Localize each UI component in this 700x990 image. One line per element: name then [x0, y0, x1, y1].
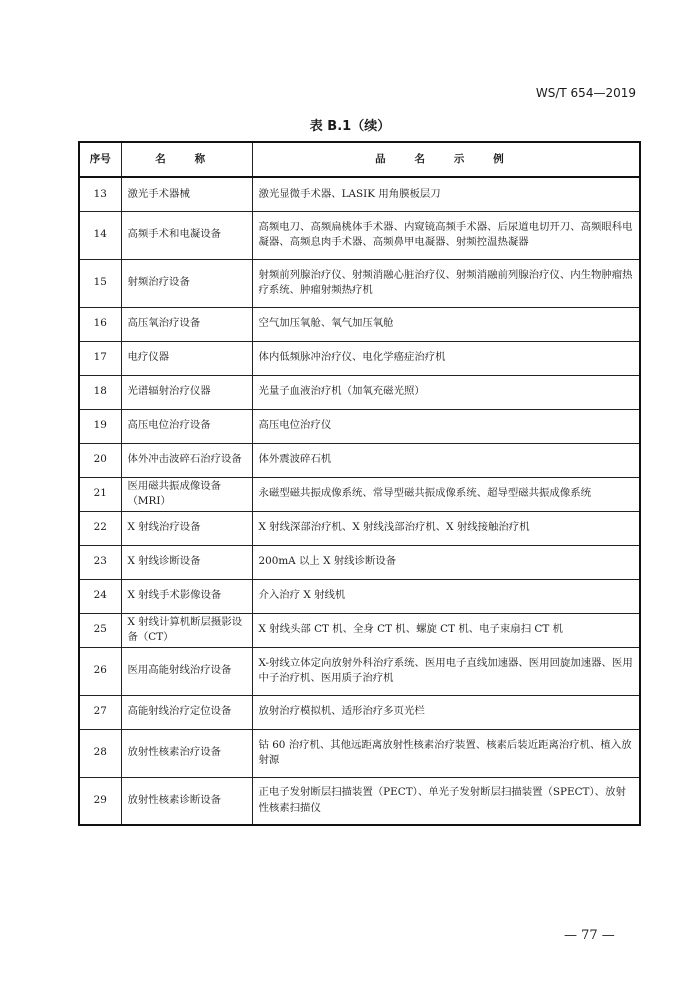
row-name: 高压电位治疗设备 — [121, 409, 252, 443]
row-name: 激光手术器械 — [121, 177, 252, 211]
header-examples: 品 名 示 例 — [252, 142, 640, 177]
table-row — [79, 647, 640, 695]
row-examples: 体内低频脉冲治疗仪、电化学癌症治疗机 — [252, 341, 640, 375]
row-name: 光谱辐射治疗仪器 — [121, 375, 252, 409]
row-number: 22 — [79, 511, 121, 545]
row-name: X 射线手术影像设备 — [121, 579, 252, 613]
row-number: 27 — [79, 695, 121, 729]
row-number: 19 — [79, 409, 121, 443]
row-name: 医用高能射线治疗设备 — [121, 647, 252, 695]
row-examples: X 射线深部治疗机、X 射线浅部治疗机、X 射线接触治疗机 — [252, 511, 640, 545]
equipment-table — [78, 141, 641, 826]
table-row — [79, 341, 640, 375]
row-examples: 射频前列腺治疗仪、射频消融心脏治疗仪、射频消融前列腺治疗仪、内生物肿瘤热疗系统、肿瘤射频热疗机 — [252, 259, 640, 307]
row-number: 16 — [79, 307, 121, 341]
standard-code: WS/T 654—2019 — [535, 86, 636, 100]
row-number: 17 — [79, 341, 121, 375]
row-name: 体外冲击波碎石治疗设备 — [121, 443, 252, 477]
row-name: 高压氧治疗设备 — [121, 307, 252, 341]
row-examples: 光量子血液治疗机（加氧充磁光照） — [252, 375, 640, 409]
row-examples: 永磁型磁共振成像系统、常导型磁共振成像系统、超导型磁共振成像系统 — [252, 477, 640, 511]
row-name: 放射性核素治疗设备 — [121, 729, 252, 777]
table-header-row — [79, 142, 640, 177]
table-row — [79, 545, 640, 579]
header-serial-number: 序号 — [79, 142, 121, 177]
row-number: 26 — [79, 647, 121, 695]
row-examples: 放射治疗模拟机、适形治疗多页光栏 — [252, 695, 640, 729]
row-name: X 射线计算机断层摄影设备（CT） — [121, 613, 252, 647]
row-name: X 射线治疗设备 — [121, 511, 252, 545]
table-row — [79, 579, 640, 613]
row-name: 放射性核素诊断设备 — [121, 777, 252, 825]
table-row — [79, 307, 640, 341]
table-row — [79, 375, 640, 409]
row-number: 21 — [79, 477, 121, 511]
row-examples: 高频电刀、高频扁桃体手术器、内窥镜高频手术器、后尿道电切开刀、高频眼科电凝器、高频息肉手术器、高频鼻甲电凝器、射频控温热凝器 — [252, 211, 640, 259]
row-number: 14 — [79, 211, 121, 259]
table-row — [79, 443, 640, 477]
row-name: 射频治疗设备 — [121, 259, 252, 307]
table-row — [79, 177, 640, 211]
row-number: 23 — [79, 545, 121, 579]
table-row — [79, 729, 640, 777]
row-examples: 介入治疗 X 射线机 — [252, 579, 640, 613]
row-name: 电疗仪器 — [121, 341, 252, 375]
table-row — [79, 695, 640, 729]
row-examples: X-射线立体定向放射外科治疗系统、医用电子直线加速器、医用回旋加速器、医用中子治疗机、医用质子治疗机 — [252, 647, 640, 695]
row-examples: 激光显微手术器、LASIK 用角膜板层刀 — [252, 177, 640, 211]
row-examples: 钴 60 治疗机、其他远距离放射性核素治疗装置、核素后装近距离治疗机、植入放射源 — [252, 729, 640, 777]
row-number: 24 — [79, 579, 121, 613]
row-number: 29 — [79, 777, 121, 825]
row-number: 15 — [79, 259, 121, 307]
table-row — [79, 613, 640, 647]
row-number: 28 — [79, 729, 121, 777]
row-name: 高频手术和电凝设备 — [121, 211, 252, 259]
page-number: — 77 — — [564, 928, 615, 943]
row-name: X 射线诊断设备 — [121, 545, 252, 579]
table-row — [79, 211, 640, 259]
row-number: 18 — [79, 375, 121, 409]
row-number: 20 — [79, 443, 121, 477]
row-name: 高能射线治疗定位设备 — [121, 695, 252, 729]
row-examples: 高压电位治疗仪 — [252, 409, 640, 443]
table-row — [79, 511, 640, 545]
row-examples: 空气加压氧舱、氧气加压氧舱 — [252, 307, 640, 341]
table-title: 表 B.1（续） — [309, 119, 391, 134]
row-examples: 体外震波碎石机 — [252, 443, 640, 477]
table-row — [79, 777, 640, 825]
header-name: 名 称 — [121, 142, 252, 177]
row-name: 医用磁共振成像设备（MRI） — [121, 477, 252, 511]
table-row — [79, 259, 640, 307]
row-examples: 200mA 以上 X 射线诊断设备 — [252, 545, 640, 579]
row-examples: X 射线头部 CT 机、全身 CT 机、螺旋 CT 机、电子束扇扫 CT 机 — [252, 613, 640, 647]
table-row — [79, 477, 640, 511]
row-number: 25 — [79, 613, 121, 647]
table-row — [79, 409, 640, 443]
row-examples: 正电子发射断层扫描装置（PECT）、单光子发射断层扫描装置（SPECT）、放射性核素扫描仪 — [252, 777, 640, 825]
row-number: 13 — [79, 177, 121, 211]
